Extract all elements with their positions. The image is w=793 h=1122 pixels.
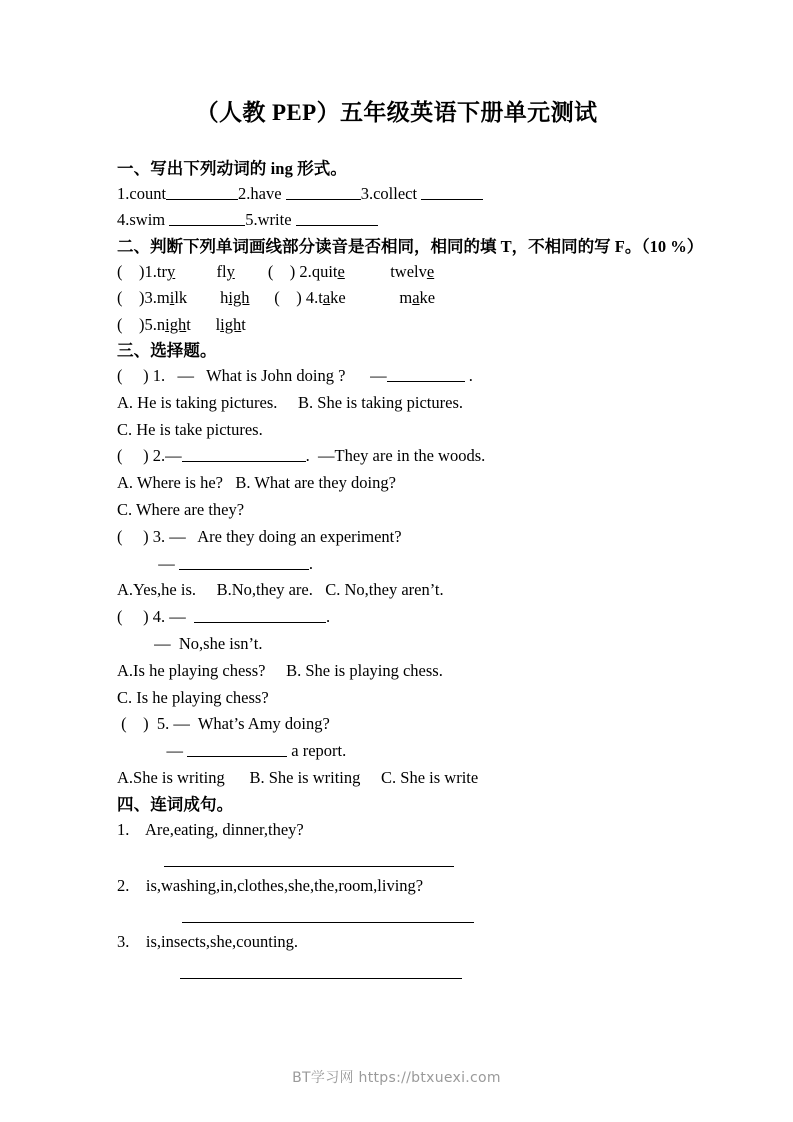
- question-2-options-row-1: [117, 470, 717, 497]
- sentence-2-words: is,washing,in,clothes,she,the,room,living?: [145, 875, 424, 895]
- section-two: [117, 234, 717, 338]
- verb-count-label: 1.count: [117, 184, 167, 203]
- sentence-2-number: 2.: [117, 875, 130, 895]
- question-1-blank[interactable]: [387, 366, 465, 382]
- answer-box-1[interactable]: ( )1.: [117, 261, 157, 281]
- word-twelve: twelve: [390, 261, 435, 281]
- q5-option-c[interactable]: C. She is write: [381, 767, 479, 787]
- q4-option-a[interactable]: A.Is he playing chess?: [117, 660, 266, 680]
- section-four: [117, 792, 717, 985]
- question-5-answer-row: [117, 738, 717, 765]
- sentence-3-words: is,insects,she,counting.: [145, 931, 299, 951]
- section-one-heading: 一、写出下列动词的 ing 形式。: [117, 159, 347, 178]
- q2-option-c[interactable]: C. Where are they?: [117, 500, 245, 520]
- question-3-dash: —: [158, 553, 175, 573]
- question-5-blank[interactable]: [187, 741, 287, 757]
- question-1-period: .: [468, 366, 473, 386]
- footer-watermark: BT学习网 https://btxuexi.com: [292, 1070, 501, 1086]
- section-three-title: 三、选择题。: [117, 341, 217, 361]
- question-2-stem: [117, 443, 717, 470]
- answer-blank-write[interactable]: [296, 210, 378, 226]
- section-one-row-1: [117, 181, 717, 207]
- q3-option-a[interactable]: A.Yes,he is.: [117, 580, 197, 600]
- question-1-options-row-2: [117, 417, 717, 444]
- answer-blank-swim[interactable]: [169, 210, 245, 226]
- question-3-text: — Are they doing an experiment?: [169, 526, 402, 546]
- section-one-row-2: [117, 207, 717, 233]
- word-make: make: [399, 288, 436, 308]
- pronunciation-row-2: [117, 285, 717, 311]
- pronunciation-row-1: [117, 259, 717, 285]
- section-four-heading: 四、连词成句。: [117, 794, 234, 814]
- word-night: night: [156, 314, 191, 334]
- sentence-1-number: 1.: [117, 819, 130, 839]
- answer-blank-collect[interactable]: [421, 184, 483, 200]
- sentence-3-blank[interactable]: [180, 978, 462, 979]
- question-1-text: — What is John doing ?: [177, 366, 346, 386]
- question-4-reply-row: [117, 631, 717, 658]
- section-one: [117, 156, 717, 234]
- question-2-tail: . —They are in the woods.: [305, 446, 486, 466]
- sentence-3-number: 3.: [117, 931, 130, 951]
- answer-blank-have[interactable]: [286, 184, 361, 200]
- q4-option-c[interactable]: C. Is he playing chess?: [117, 687, 269, 707]
- word-milk: milk: [156, 288, 188, 308]
- answer-box-q5[interactable]: ( ) 5.: [121, 714, 170, 734]
- question-4-options-row-1: [117, 658, 717, 685]
- question-4-stem: [117, 604, 717, 631]
- pronunciation-row-3: [117, 312, 717, 338]
- sentence-item-2: [117, 873, 717, 899]
- question-2-dash: —: [165, 446, 182, 466]
- question-3-options-row: [117, 577, 717, 604]
- question-1-stem: [117, 363, 717, 390]
- sentence-2-answer-row: [117, 899, 717, 929]
- question-5-dash: —: [166, 741, 183, 761]
- sentence-item-1: [117, 817, 717, 843]
- word-take: take: [318, 288, 346, 308]
- question-5-options-row: [117, 765, 717, 792]
- q2-option-b[interactable]: B. What are they doing?: [235, 473, 396, 493]
- question-2-options-row-2: [117, 497, 717, 524]
- sentence-1-answer-row: [117, 843, 717, 873]
- question-1-dash: —: [370, 366, 387, 386]
- answer-box-q4[interactable]: ( ) 4.: [117, 607, 166, 627]
- sentence-item-3: [117, 929, 717, 955]
- answer-box-2[interactable]: ( ) 2.: [267, 261, 312, 281]
- question-1-options-row-1: [117, 390, 717, 417]
- question-3-blank[interactable]: [179, 553, 309, 569]
- section-two-heading: 二、判断下列单词画线部分读音是否相同，相同的填 T，不相同的写 F。（10 %）: [117, 236, 704, 256]
- word-fly: fly: [216, 261, 235, 281]
- answer-box-q2[interactable]: ( ) 2.: [117, 446, 166, 466]
- verb-collect-label: 3.collect: [360, 184, 422, 203]
- sentence-1-blank[interactable]: [164, 866, 454, 867]
- q5-option-b[interactable]: B. She is writing: [249, 767, 361, 787]
- question-4-period: .: [326, 607, 331, 627]
- question-4-options-row-2: [117, 685, 717, 712]
- q1-option-a[interactable]: A. He is taking pictures.: [117, 392, 278, 412]
- answer-box-5[interactable]: ( )5.: [117, 314, 157, 334]
- question-4-blank[interactable]: [194, 607, 326, 623]
- section-three: [117, 338, 717, 792]
- answer-box-q3[interactable]: ( ) 3.: [117, 526, 166, 546]
- sentence-3-answer-row: [117, 955, 717, 985]
- verb-have-label: 2.have: [238, 184, 286, 203]
- question-4-dash: —: [169, 607, 186, 627]
- question-5-stem: [117, 711, 717, 738]
- word-try: try: [156, 261, 176, 281]
- verb-swim-label: 4.swim: [117, 210, 170, 230]
- question-3-stem: [117, 524, 717, 551]
- word-quite: quite: [311, 261, 345, 281]
- sentence-2-blank[interactable]: [182, 922, 474, 923]
- verb-write-label: 5.write: [245, 210, 296, 230]
- question-4-reply: — No,she isn’t.: [154, 634, 263, 653]
- sentence-1-words: Are,eating, dinner,they?: [144, 819, 304, 839]
- question-2-blank[interactable]: [182, 446, 306, 462]
- word-high: high: [220, 288, 250, 308]
- answer-box-q1[interactable]: ( ) 1.: [117, 366, 166, 386]
- question-5-tail: a report.: [287, 741, 347, 761]
- q5-option-a[interactable]: A.She is writing: [117, 767, 225, 787]
- document-body: [117, 156, 717, 985]
- q1-option-c[interactable]: C. He is take pictures.: [117, 419, 263, 439]
- question-3-answer-row: [117, 551, 717, 578]
- question-5-text: — What’s Amy doing?: [173, 714, 330, 734]
- q3-option-c[interactable]: C. No,they aren’t.: [325, 580, 444, 600]
- word-light: light: [215, 314, 246, 334]
- question-3-period: .: [308, 553, 313, 573]
- q1-option-b[interactable]: B. She is taking pictures.: [298, 392, 463, 412]
- page-title: （人教 PEP）五年级英语下册单元测试: [195, 100, 598, 125]
- answer-blank-count[interactable]: [166, 184, 238, 200]
- answer-box-4[interactable]: ( ) 4.: [274, 288, 319, 308]
- q3-option-b[interactable]: B.No,they are.: [216, 580, 313, 600]
- q2-option-a[interactable]: A. Where is he?: [117, 473, 223, 493]
- answer-box-3[interactable]: ( )3.: [117, 288, 157, 308]
- q4-option-b[interactable]: B. She is playing chess.: [286, 660, 443, 680]
